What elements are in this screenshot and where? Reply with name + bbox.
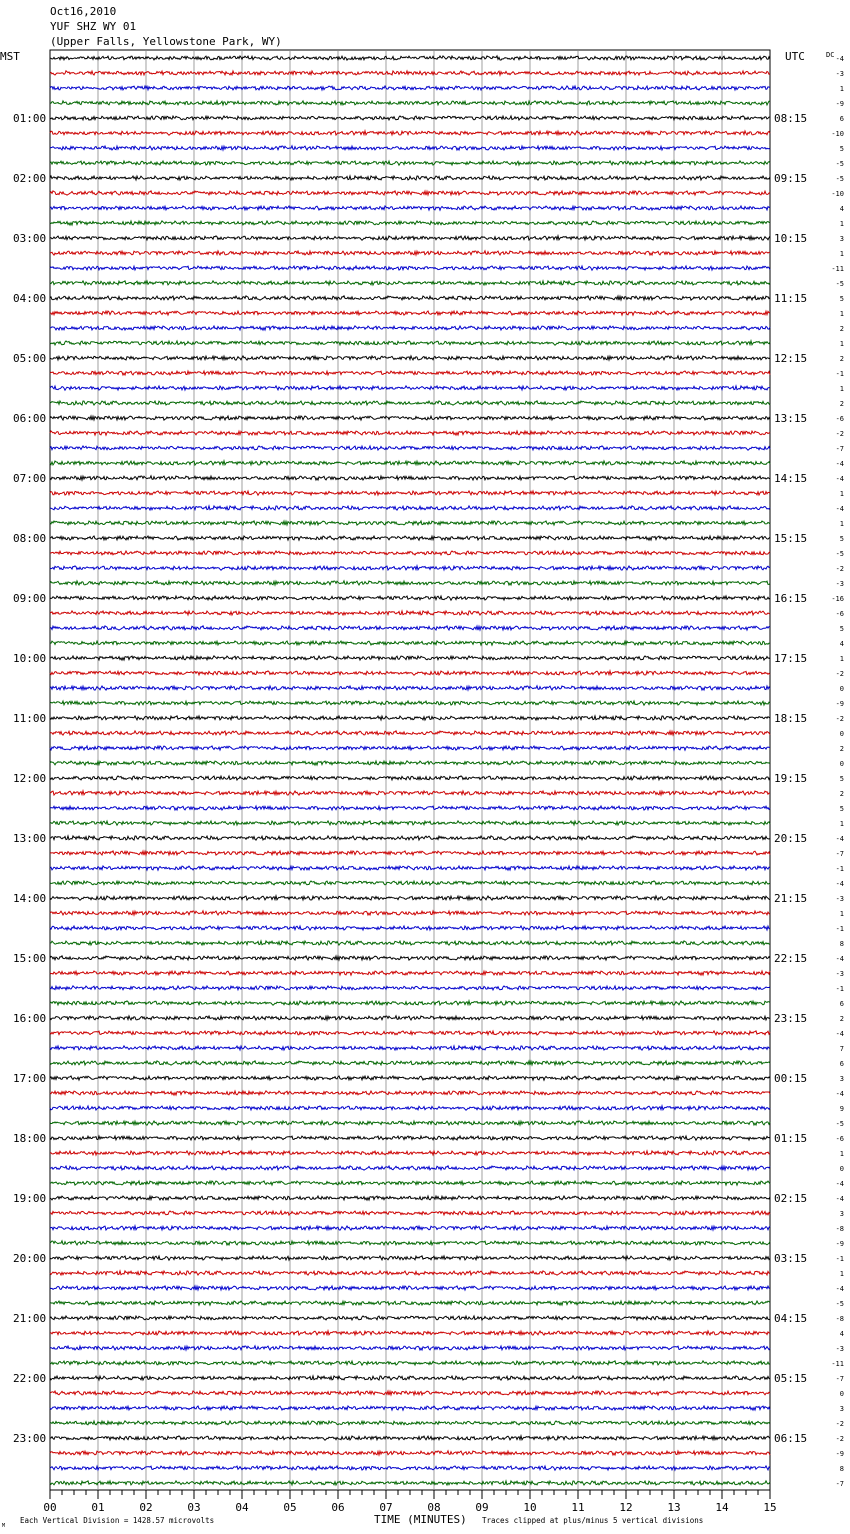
seismic-trace	[50, 701, 770, 705]
mst-hour-label: 18:00	[13, 1132, 47, 1145]
dc-offset-label: -7	[835, 1375, 844, 1383]
seismic-trace	[50, 461, 770, 465]
seismic-trace	[50, 386, 770, 390]
utc-hour-label: 06:15	[774, 1432, 808, 1445]
mst-axis-title: MST	[0, 50, 20, 63]
dc-offset-label: 2	[839, 1015, 844, 1023]
dc-offset-label: 6	[839, 1060, 844, 1068]
utc-hour-label: 22:15	[774, 952, 808, 965]
x-tick-label: 08	[427, 1501, 441, 1514]
seismic-trace	[50, 716, 770, 720]
seismic-trace	[50, 1226, 770, 1230]
dc-offset-label: 1	[839, 310, 844, 318]
dc-offset-label: -2	[835, 715, 844, 723]
dc-offset-label: -3	[835, 895, 844, 903]
dc-offset-label: -8	[835, 1225, 844, 1233]
mst-hour-label: 11:00	[13, 712, 47, 725]
dc-offset-label: -5	[835, 160, 844, 168]
mst-hour-label: 19:00	[13, 1192, 47, 1205]
dc-offset-label: 1	[839, 655, 844, 663]
dc-offset-label: -5	[835, 175, 844, 183]
seismic-trace	[50, 431, 770, 435]
seismic-trace	[50, 1061, 770, 1065]
seismic-trace	[50, 1001, 770, 1005]
seismic-trace	[50, 941, 770, 945]
dc-offset-label: -3	[835, 580, 844, 588]
dc-offset-label: -11	[831, 265, 844, 273]
seismic-trace	[50, 206, 770, 210]
seismic-trace	[50, 806, 770, 810]
dc-offset-label: -4	[835, 880, 844, 888]
seismic-trace	[50, 236, 770, 240]
dc-offset-label: -4	[835, 955, 844, 963]
seismic-trace	[50, 161, 770, 165]
seismic-trace	[50, 1136, 770, 1140]
seismic-trace	[50, 341, 770, 345]
seismic-trace	[50, 1181, 770, 1185]
mst-hour-label: 02:00	[13, 172, 47, 185]
dc-offset-label: 5	[839, 625, 844, 633]
seismic-trace	[50, 371, 770, 375]
seismic-trace	[50, 56, 770, 60]
seismic-trace	[50, 1421, 770, 1425]
dc-offset-label: -1	[835, 370, 844, 378]
header-location: (Upper Falls, Yellowstone Park, WY)	[50, 35, 282, 48]
dc-offset-label: 0	[839, 730, 844, 738]
mst-hour-label: 09:00	[13, 592, 47, 605]
mst-hour-label: 04:00	[13, 292, 47, 305]
utc-hour-label: 03:15	[774, 1252, 808, 1265]
dc-offset-label: 0	[839, 685, 844, 693]
seismic-trace	[50, 281, 770, 285]
mst-hour-label: 16:00	[13, 1012, 47, 1025]
seismic-trace	[50, 851, 770, 855]
seismic-trace	[50, 1301, 770, 1305]
mst-hour-label: 17:00	[13, 1072, 47, 1085]
dc-offset-label: 1	[839, 85, 844, 93]
seismic-trace	[50, 1361, 770, 1365]
seismic-trace	[50, 746, 770, 750]
seismic-trace	[50, 956, 770, 960]
utc-hour-label: 11:15	[774, 292, 808, 305]
mst-hour-label: 08:00	[13, 532, 47, 545]
seismic-trace	[50, 1031, 770, 1035]
seismic-trace	[50, 1016, 770, 1020]
seismic-trace	[50, 521, 770, 525]
utc-hour-label: 14:15	[774, 472, 808, 485]
seismic-trace	[50, 326, 770, 330]
dc-offset-label: 5	[839, 805, 844, 813]
dc-offset-label: -4	[835, 835, 844, 843]
seismic-trace	[50, 656, 770, 660]
dc-offset-label: -2	[835, 1420, 844, 1428]
seismic-trace	[50, 551, 770, 555]
seismic-trace	[50, 761, 770, 765]
seismic-trace	[50, 476, 770, 480]
mst-hour-label: 21:00	[13, 1312, 47, 1325]
seismic-trace	[50, 881, 770, 885]
dc-offset-label: 2	[839, 325, 844, 333]
seismic-trace	[50, 1331, 770, 1335]
seismic-trace	[50, 611, 770, 615]
seismic-trace	[50, 86, 770, 90]
dc-offset-label: -8	[835, 1315, 844, 1323]
seismic-trace	[50, 1046, 770, 1050]
dc-offset-label: 1	[839, 385, 844, 393]
dc-offset-label: -7	[835, 445, 844, 453]
seismic-trace	[50, 821, 770, 825]
seismic-trace	[50, 896, 770, 900]
dc-offset-label: 2	[839, 790, 844, 798]
seismic-trace	[50, 1436, 770, 1440]
seismic-trace	[50, 446, 770, 450]
dc-offset-label: -1	[835, 925, 844, 933]
seismic-trace	[50, 491, 770, 495]
seismic-trace	[50, 416, 770, 420]
dc-offset-label: -3	[835, 1345, 844, 1353]
utc-hour-label: 19:15	[774, 772, 808, 785]
x-tick-label: 01	[91, 1501, 105, 1514]
seismic-trace	[50, 116, 770, 120]
seismic-trace	[50, 911, 770, 915]
mst-hour-label: 10:00	[13, 652, 47, 665]
seismic-trace	[50, 296, 770, 300]
mst-hour-label: 13:00	[13, 832, 47, 845]
seismic-trace	[50, 986, 770, 990]
seismic-trace	[50, 221, 770, 225]
seismic-trace	[50, 101, 770, 105]
seismic-trace	[50, 866, 770, 870]
seismic-trace	[50, 506, 770, 510]
clip-note: Traces clipped at plus/minus 5 vertical divisions	[482, 1516, 704, 1525]
seismic-trace	[50, 1166, 770, 1170]
x-tick-label: 15	[763, 1501, 777, 1514]
x-tick-label: 12	[619, 1501, 633, 1514]
utc-hour-label: 18:15	[774, 712, 808, 725]
seismic-trace	[50, 1376, 770, 1380]
dc-offset-label: 8	[839, 940, 844, 948]
dc-offset-label: -1	[835, 1255, 844, 1263]
dc-offset-label: -1	[835, 865, 844, 873]
seismic-trace	[50, 1286, 770, 1290]
seismic-trace	[50, 266, 770, 270]
dc-offset-label: -5	[835, 280, 844, 288]
dc-offset-label: -4	[835, 475, 844, 483]
seismic-trace	[50, 626, 770, 630]
seismic-trace	[50, 731, 770, 735]
mst-hour-label: 22:00	[13, 1372, 47, 1385]
dc-offset-label: -2	[835, 1435, 844, 1443]
seismic-trace	[50, 1076, 770, 1080]
seismic-trace	[50, 1256, 770, 1260]
dc-offset-label: 2	[839, 745, 844, 753]
dc-offset-label: -6	[835, 415, 844, 423]
seismic-trace	[50, 686, 770, 690]
seismic-trace	[50, 1406, 770, 1410]
dc-offset-label: 5	[839, 145, 844, 153]
x-tick-label: 14	[715, 1501, 729, 1514]
seismic-trace	[50, 971, 770, 975]
utc-hour-label: 21:15	[774, 892, 808, 905]
seismic-trace	[50, 566, 770, 570]
mst-hour-label: 03:00	[13, 232, 47, 245]
seismic-trace	[50, 596, 770, 600]
x-tick-label: 03	[187, 1501, 201, 1514]
mst-hour-label: 23:00	[13, 1432, 47, 1445]
dc-offset-label: -7	[835, 850, 844, 858]
utc-hour-label: 02:15	[774, 1192, 808, 1205]
corner-mark: M	[2, 1523, 6, 1529]
dc-offset-label: 2	[839, 400, 844, 408]
utc-hour-label: 23:15	[774, 1012, 808, 1025]
dc-offset-label: 9	[839, 1105, 844, 1113]
dc-offset-label: -10	[831, 190, 844, 198]
x-axis-title: TIME (MINUTES)	[374, 1513, 467, 1526]
utc-hour-label: 20:15	[774, 832, 808, 845]
utc-hour-label: 04:15	[774, 1312, 808, 1325]
dc-offset-label: -4	[835, 1195, 844, 1203]
utc-hour-label: 16:15	[774, 592, 808, 605]
seismic-trace	[50, 1391, 770, 1395]
seismic-trace	[50, 131, 770, 135]
utc-hour-label: 01:15	[774, 1132, 808, 1145]
mst-hour-label: 06:00	[13, 412, 47, 425]
dc-offset-label: 5	[839, 295, 844, 303]
dc-offset-label: 1	[839, 220, 844, 228]
seismic-trace	[50, 836, 770, 840]
mst-hour-label: 20:00	[13, 1252, 47, 1265]
utc-hour-label: 12:15	[774, 352, 808, 365]
dc-offset-label: -9	[835, 1240, 844, 1248]
dc-offset-label: 6	[839, 115, 844, 123]
dc-offset-label: -4	[835, 1285, 844, 1293]
seismic-trace	[50, 641, 770, 645]
dc-offset-label: 3	[839, 1075, 844, 1083]
dc-offset-label: 1	[839, 910, 844, 918]
dc-offset-label: 3	[839, 1210, 844, 1218]
x-tick-label: 10	[523, 1501, 537, 1514]
dc-offset-label: 4	[839, 205, 844, 213]
dc-offset-label: -2	[835, 430, 844, 438]
dc-offset-label: -6	[835, 1135, 844, 1143]
x-tick-label: 13	[667, 1501, 681, 1514]
x-tick-label: 09	[475, 1501, 489, 1514]
dc-offset-label: 3	[839, 235, 844, 243]
dc-offset-label: 2	[839, 355, 844, 363]
dc-offset-label: -6	[835, 610, 844, 618]
utc-hour-label: 13:15	[774, 412, 808, 425]
utc-hour-label: 17:15	[774, 652, 808, 665]
header-date: Oct16,2010	[50, 5, 117, 18]
dc-offset-label: -4	[835, 1090, 844, 1098]
dc-offset-label: 0	[839, 1165, 844, 1173]
dc-offset-label: -7	[835, 1480, 844, 1488]
dc-offset-label: 1	[839, 520, 844, 528]
mst-hour-label: 05:00	[13, 352, 47, 365]
x-tick-label: 06	[331, 1501, 345, 1514]
dc-offset-label: 1	[839, 820, 844, 828]
x-tick-label: 07	[379, 1501, 393, 1514]
seismic-trace	[50, 1346, 770, 1350]
x-tick-label: 00	[43, 1501, 57, 1514]
seismic-trace	[50, 791, 770, 795]
dc-offset-label: 7	[839, 1045, 844, 1053]
seismic-trace	[50, 1271, 770, 1275]
dc-offset-label: -11	[831, 1360, 844, 1368]
utc-axis-title: UTC	[785, 50, 805, 63]
dc-offset-label: 1	[839, 1270, 844, 1278]
seismic-trace	[50, 1211, 770, 1215]
dc-offset-label: -9	[835, 1450, 844, 1458]
dc-offset-label: -2	[835, 565, 844, 573]
dc-offset-label: 1	[839, 490, 844, 498]
seismic-trace	[50, 1481, 770, 1485]
seismic-trace	[50, 1316, 770, 1320]
dc-offset-label: -10	[831, 130, 844, 138]
dc-offset-label: 3	[839, 1405, 844, 1413]
dc-offset-label: -3	[835, 70, 844, 78]
seismic-trace	[50, 176, 770, 180]
dc-offset-label: -5	[835, 1300, 844, 1308]
header-station: YUF SHZ WY 01	[50, 20, 137, 33]
utc-hour-label: 15:15	[774, 532, 808, 545]
seismic-trace	[50, 191, 770, 195]
dc-offset-label: -9	[835, 100, 844, 108]
seismic-trace	[50, 671, 770, 675]
seismic-trace	[50, 1241, 770, 1245]
dc-offset-label: 1	[839, 1150, 844, 1158]
dc-offset-label: -5	[835, 1120, 844, 1128]
mst-hour-label: 14:00	[13, 892, 47, 905]
x-tick-label: 11	[571, 1501, 585, 1514]
utc-hour-label: 05:15	[774, 1372, 808, 1385]
x-tick-label: 04	[235, 1501, 249, 1514]
seismic-trace	[50, 1121, 770, 1125]
dc-offset-label: 0	[839, 1390, 844, 1398]
dc-title: DC	[826, 51, 835, 59]
dc-offset-label: -9	[835, 700, 844, 708]
dc-offset-label: -2	[835, 670, 844, 678]
seismic-trace	[50, 1466, 770, 1470]
dc-offset-label: 4	[839, 1330, 844, 1338]
dc-offset-label: -5	[835, 550, 844, 558]
seismic-trace	[50, 1196, 770, 1200]
x-tick-label: 05	[283, 1501, 297, 1514]
seismic-trace	[50, 251, 770, 255]
seismic-trace	[50, 581, 770, 585]
utc-hour-label: 10:15	[774, 232, 808, 245]
dc-offset-label: 5	[839, 535, 844, 543]
dc-offset-label: -4	[835, 55, 844, 63]
seismic-trace	[50, 926, 770, 930]
seismic-trace	[50, 1151, 770, 1155]
dc-offset-label: 4	[839, 640, 844, 648]
dc-offset-label: -4	[835, 460, 844, 468]
dc-offset-label: 8	[839, 1465, 844, 1473]
mst-hour-label: 07:00	[13, 472, 47, 485]
seismic-trace	[50, 776, 770, 780]
dc-offset-label: 5	[839, 775, 844, 783]
scale-note: Each Vertical Division = 1428.57 microvolts	[20, 1516, 215, 1525]
mst-hour-label: 15:00	[13, 952, 47, 965]
utc-hour-label: 00:15	[774, 1072, 808, 1085]
dc-offset-label: -16	[831, 595, 844, 603]
seismic-trace	[50, 356, 770, 360]
dc-offset-label: 1	[839, 250, 844, 258]
utc-hour-label: 08:15	[774, 112, 808, 125]
mst-hour-label: 01:00	[13, 112, 47, 125]
x-tick-label: 02	[139, 1501, 153, 1514]
seismic-trace	[50, 1451, 770, 1455]
seismic-trace	[50, 311, 770, 315]
seismic-trace	[50, 536, 770, 540]
dc-offset-label: -4	[835, 1030, 844, 1038]
mst-hour-label: 12:00	[13, 772, 47, 785]
dc-offset-label: -4	[835, 1180, 844, 1188]
dc-offset-label: 1	[839, 340, 844, 348]
dc-offset-label: 0	[839, 760, 844, 768]
seismic-trace	[50, 1091, 770, 1095]
dc-offset-label: 6	[839, 1000, 844, 1008]
dc-offset-label: -1	[835, 985, 844, 993]
dc-offset-label: -4	[835, 505, 844, 513]
seismic-trace	[50, 146, 770, 150]
seismic-trace	[50, 71, 770, 75]
seismic-trace	[50, 401, 770, 405]
utc-hour-label: 09:15	[774, 172, 808, 185]
seismic-trace	[50, 1106, 770, 1110]
dc-offset-label: -3	[835, 970, 844, 978]
